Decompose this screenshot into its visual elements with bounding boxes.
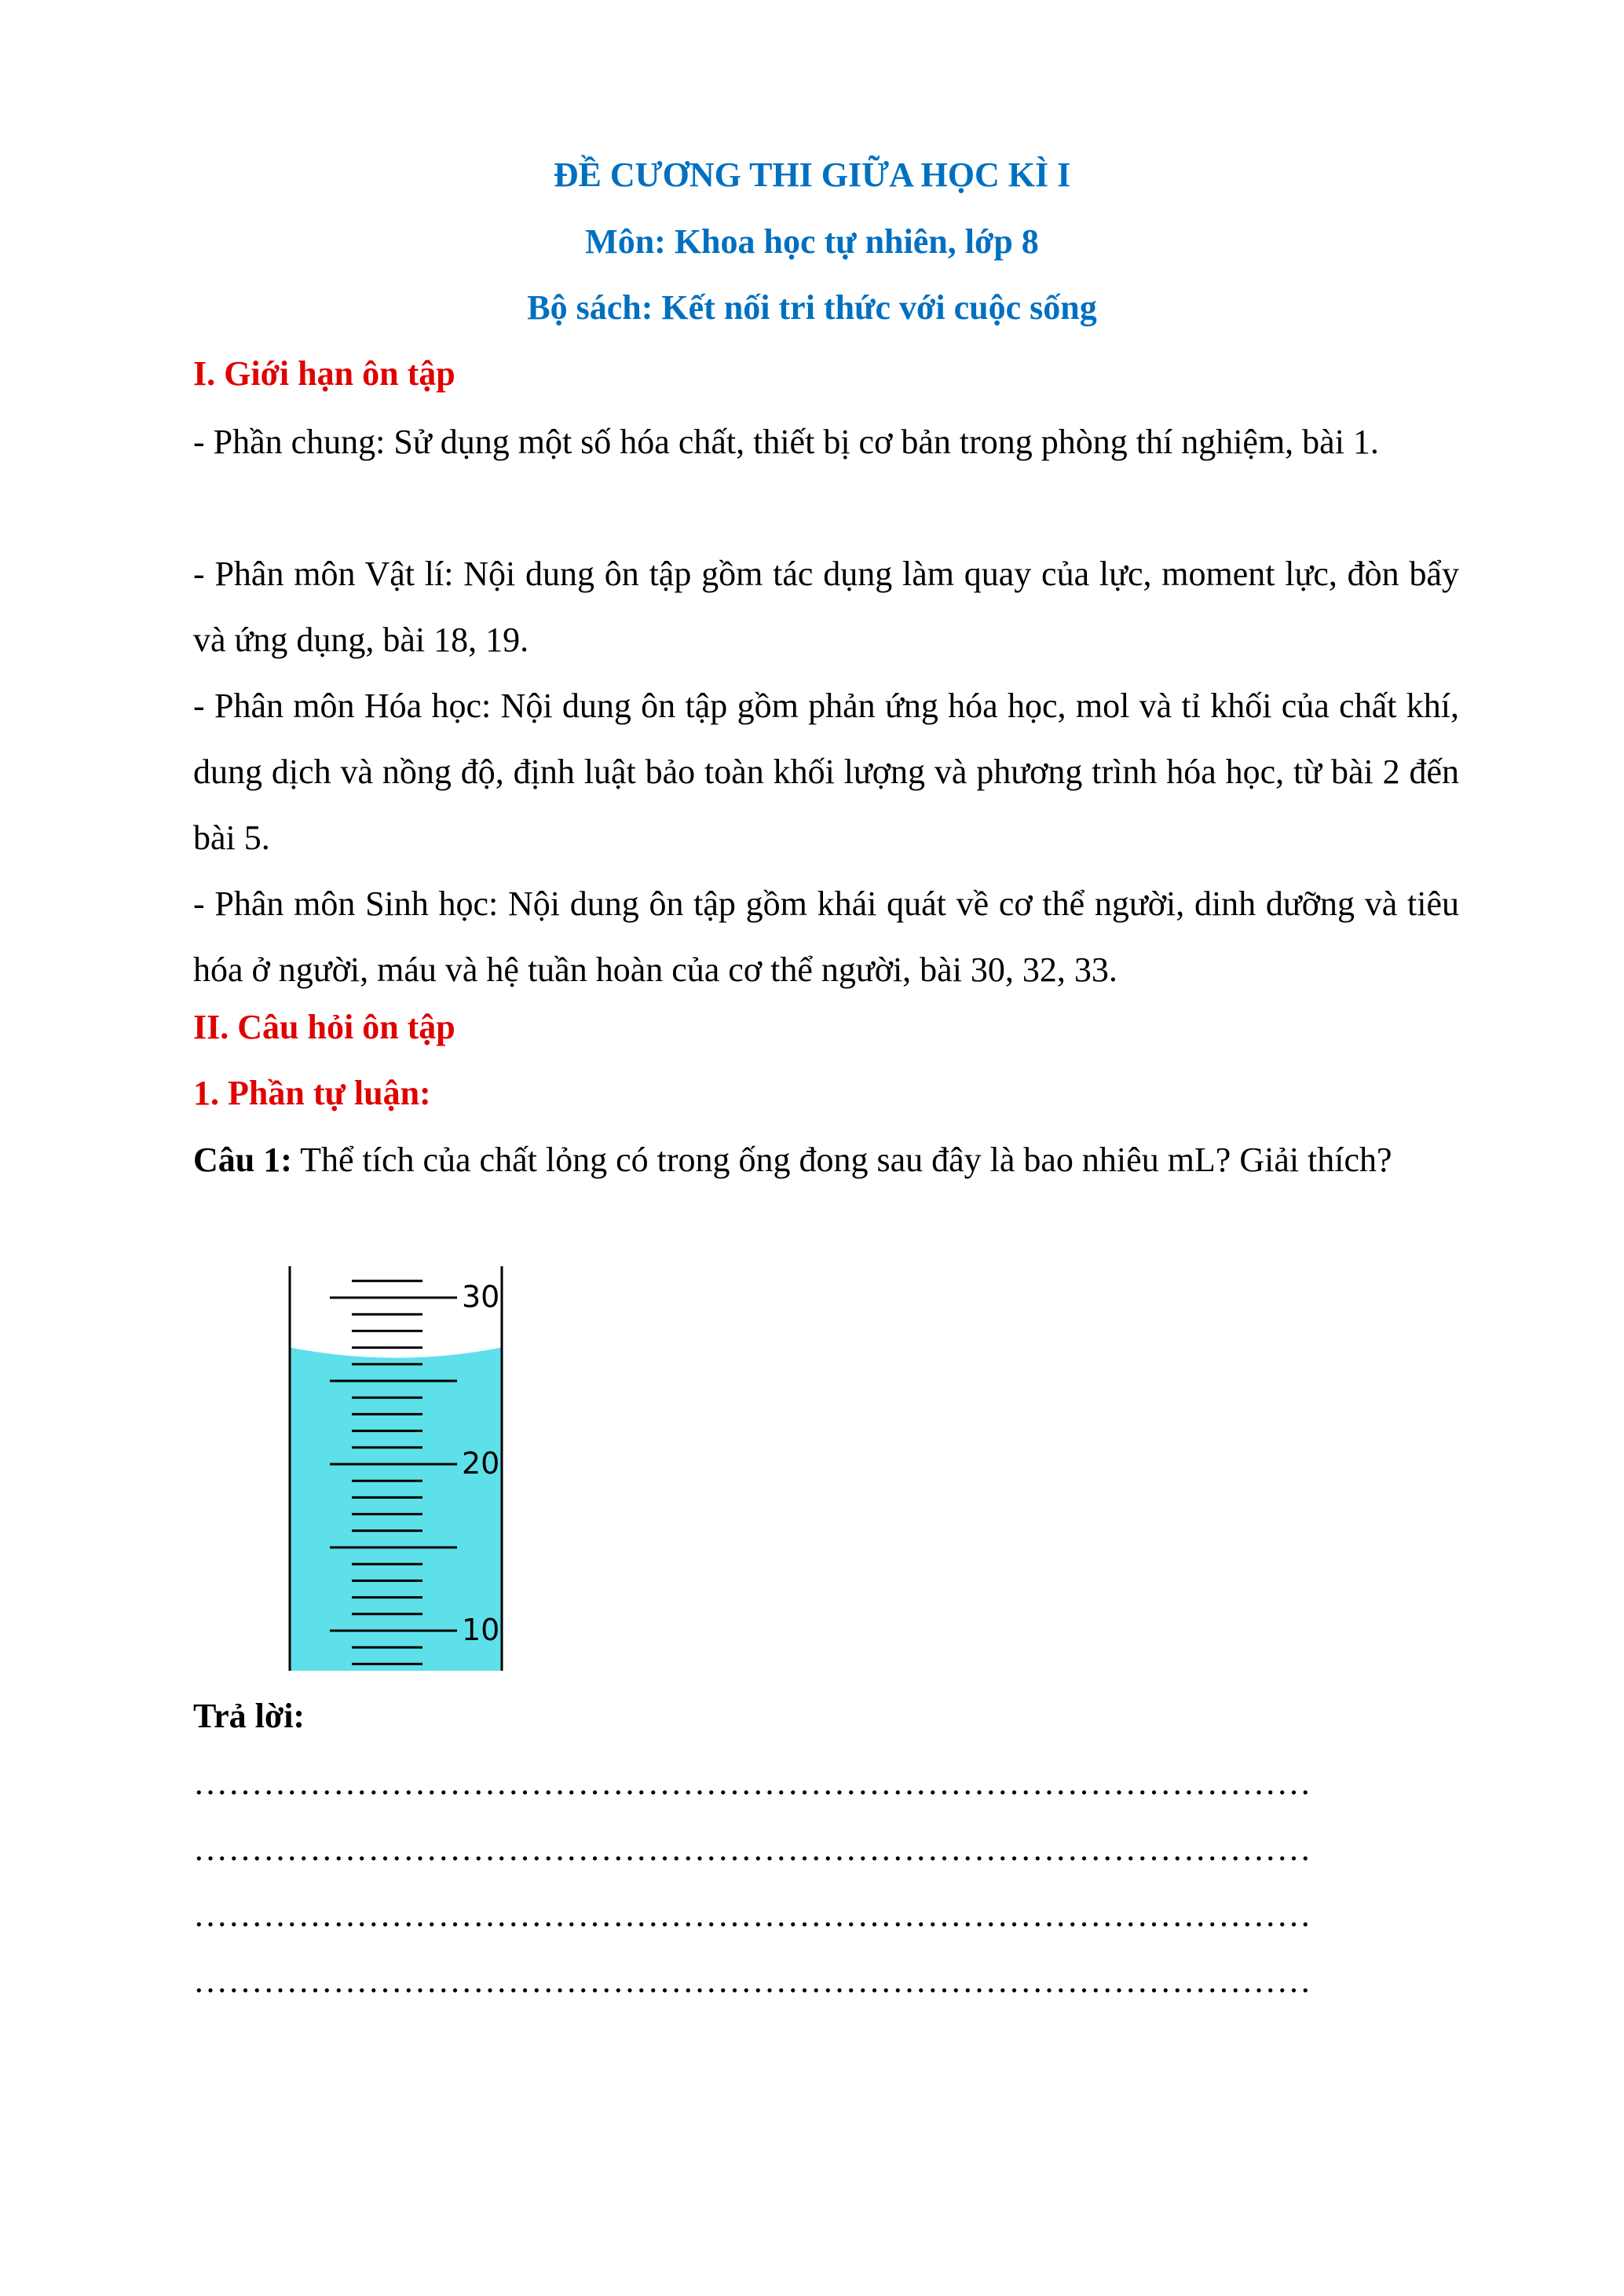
document-title: ĐỀ CƯƠNG THI GIỮA HỌC KÌ I [553, 156, 1071, 194]
answer-line-4: …………………………………………………………………………………… [193, 1961, 1311, 2000]
question-1-text: Thể tích của chất lỏng có trong ống đong sau đây là bao nhiêu mL? Giải thích? [291, 1141, 1392, 1179]
subject-line: Môn: Khoa học tự nhiên, lớp 8 [585, 222, 1039, 261]
question-1 [193, 1127, 1459, 1193]
question-1-label: Câu 1: [193, 1141, 292, 1179]
graduated-cylinder-figure [283, 1266, 518, 1675]
answer-label: Trả lời: [193, 1697, 305, 1735]
scope-item-physics: - Phân môn Vật lí: Nội dung ôn tập gồm tác dụng làm quay của lực, moment lực, đòn bẩy và ứng dụng, bài 18, 19. [193, 555, 1459, 659]
book-line: Bộ sách: Kết nối tri thức với cuộc sống [527, 288, 1097, 327]
tick-label-30: 30 [462, 1280, 500, 1314]
scope-item-general: - Phần chung: Sử dụng một số hóa chất, thiết bị cơ bản trong phòng thí nghiệm, bài 1. [193, 423, 1379, 461]
answer-line-3: …………………………………………………………………………………… [193, 1895, 1311, 1934]
tick-label-10: 10 [462, 1613, 500, 1647]
section-2-title: II. Câu hỏi ôn tập [193, 1008, 455, 1046]
answer-line-2: …………………………………………………………………………………… [193, 1829, 1311, 1868]
scope-item-chemistry: - Phân môn Hóa học: Nội dung ôn tập gồm phản ứng hóa học, mol và tỉ khối của chất khí, dung dịch và nồng độ, định luật bảo toàn khối lượng và phương trình hóa học, từ bài 2 đến bài 5. [193, 687, 1459, 857]
tick-label-20: 20 [462, 1446, 500, 1481]
scope-item-biology: - Phân môn Sinh học: Nội dung ôn tập gồm khái quát về cơ thể người, dinh dưỡng và tiêu hóa ở người, máu và hệ tuần hoàn của cơ thể người, bài 30, 32, 33. [193, 884, 1459, 989]
section-1-title: I. Giới hạn ôn tập [193, 354, 455, 393]
answer-line-1: …………………………………………………………………………………… [193, 1763, 1311, 1802]
part-1-title: 1. Phần tự luận: [193, 1074, 431, 1112]
